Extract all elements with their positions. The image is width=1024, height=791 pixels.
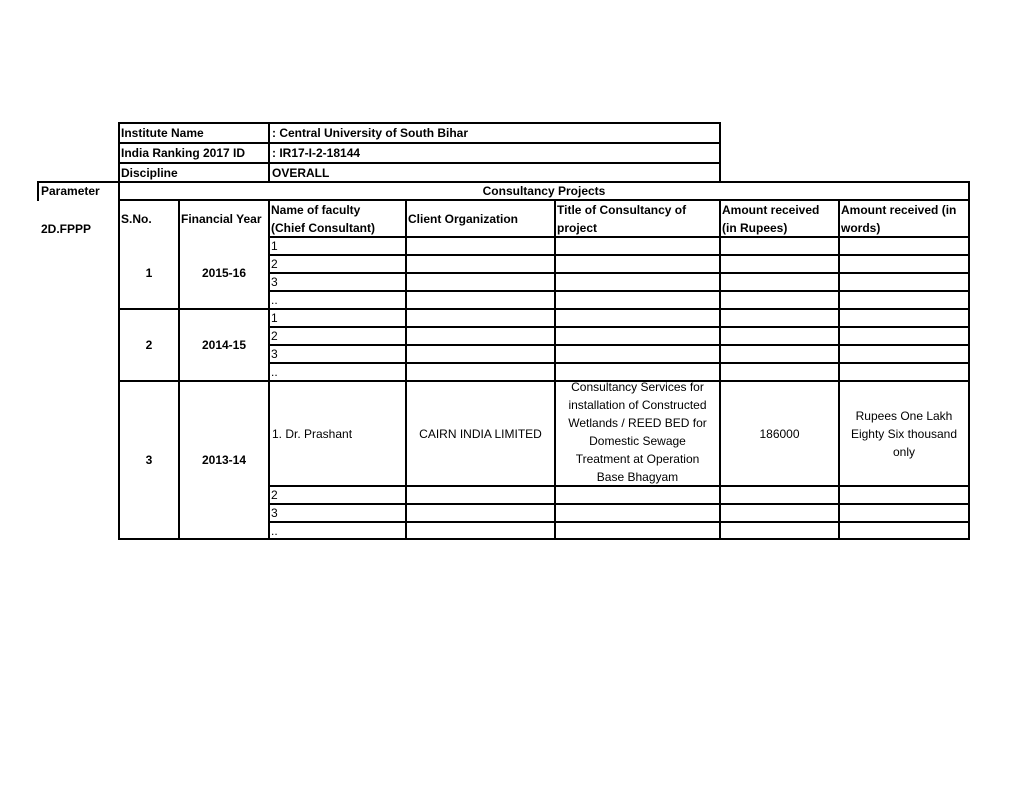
parameter-value: 2D.FPPP bbox=[41, 222, 92, 236]
header-faculty-line2: (Chief Consultant) bbox=[271, 221, 375, 235]
ranking-id-value: : IR17-I-2-18144 bbox=[272, 146, 361, 160]
header-title-line2: project bbox=[557, 221, 598, 235]
row-index: 3 bbox=[271, 275, 278, 289]
faculty-name: 1. Dr. Prashant bbox=[272, 426, 353, 441]
words-line: Eighty Six thousand bbox=[850, 426, 958, 441]
title-line: Treatment at Operation bbox=[575, 452, 700, 466]
header-financial-year: Financial Year bbox=[181, 212, 262, 226]
group-year: 2015-16 bbox=[201, 266, 247, 280]
group-sno: 3 bbox=[145, 453, 153, 467]
amount-words bbox=[840, 382, 968, 485]
title-line: Wetlands / REED BED for bbox=[568, 416, 707, 430]
ranking-id-label: India Ranking 2017 ID bbox=[121, 146, 246, 160]
header-client: Client Organization bbox=[408, 212, 519, 226]
group-year: 2014-15 bbox=[201, 338, 247, 352]
amount-rupees: 186000 bbox=[759, 426, 800, 441]
discipline-label: Discipline bbox=[121, 166, 178, 180]
words-line: only bbox=[892, 444, 915, 459]
row-index: 3 bbox=[271, 347, 278, 361]
header-words-line2: words) bbox=[841, 221, 881, 235]
row-index: 1 bbox=[271, 311, 278, 325]
title-line: Base Bhagyam bbox=[596, 470, 679, 484]
parameter-label: Parameter bbox=[41, 184, 100, 198]
institute-name-label: Institute Name bbox=[121, 126, 204, 140]
header-amount-line1: Amount received bbox=[722, 203, 820, 217]
header-title-line1: Title of Consultancy of bbox=[557, 203, 687, 217]
group-sno: 2 bbox=[145, 338, 153, 352]
group-sno: 1 bbox=[145, 266, 153, 280]
header-words-line1: Amount received (in bbox=[841, 203, 957, 217]
header-faculty-line1: Name of faculty bbox=[271, 203, 361, 217]
row-index: .. bbox=[271, 524, 278, 538]
row-index: .. bbox=[271, 293, 278, 307]
row-index: 1 bbox=[271, 239, 278, 253]
row-index: 2 bbox=[271, 257, 278, 271]
group-year: 2013-14 bbox=[201, 453, 247, 467]
words-line: Rupees One Lakh bbox=[855, 408, 953, 423]
row-index: 2 bbox=[271, 329, 278, 343]
header-sno: S.No. bbox=[121, 212, 152, 226]
client-organization: CAIRN INDIA LIMITED bbox=[419, 426, 542, 441]
consultancy-title bbox=[556, 378, 719, 485]
title-line: Consultancy Services for bbox=[571, 380, 704, 394]
row-index: .. bbox=[271, 365, 278, 379]
discipline-value: OVERALL bbox=[272, 166, 330, 180]
section-title: Consultancy Projects bbox=[482, 184, 606, 198]
row-index: 3 bbox=[271, 506, 278, 520]
row-index: 2 bbox=[271, 488, 278, 502]
title-line: Domestic Sewage bbox=[589, 434, 686, 448]
header-amount-line2: (in Rupees) bbox=[722, 221, 788, 235]
institute-name-value: : Central University of South Bihar bbox=[272, 126, 469, 140]
title-line: installation of Constructed bbox=[568, 398, 707, 412]
